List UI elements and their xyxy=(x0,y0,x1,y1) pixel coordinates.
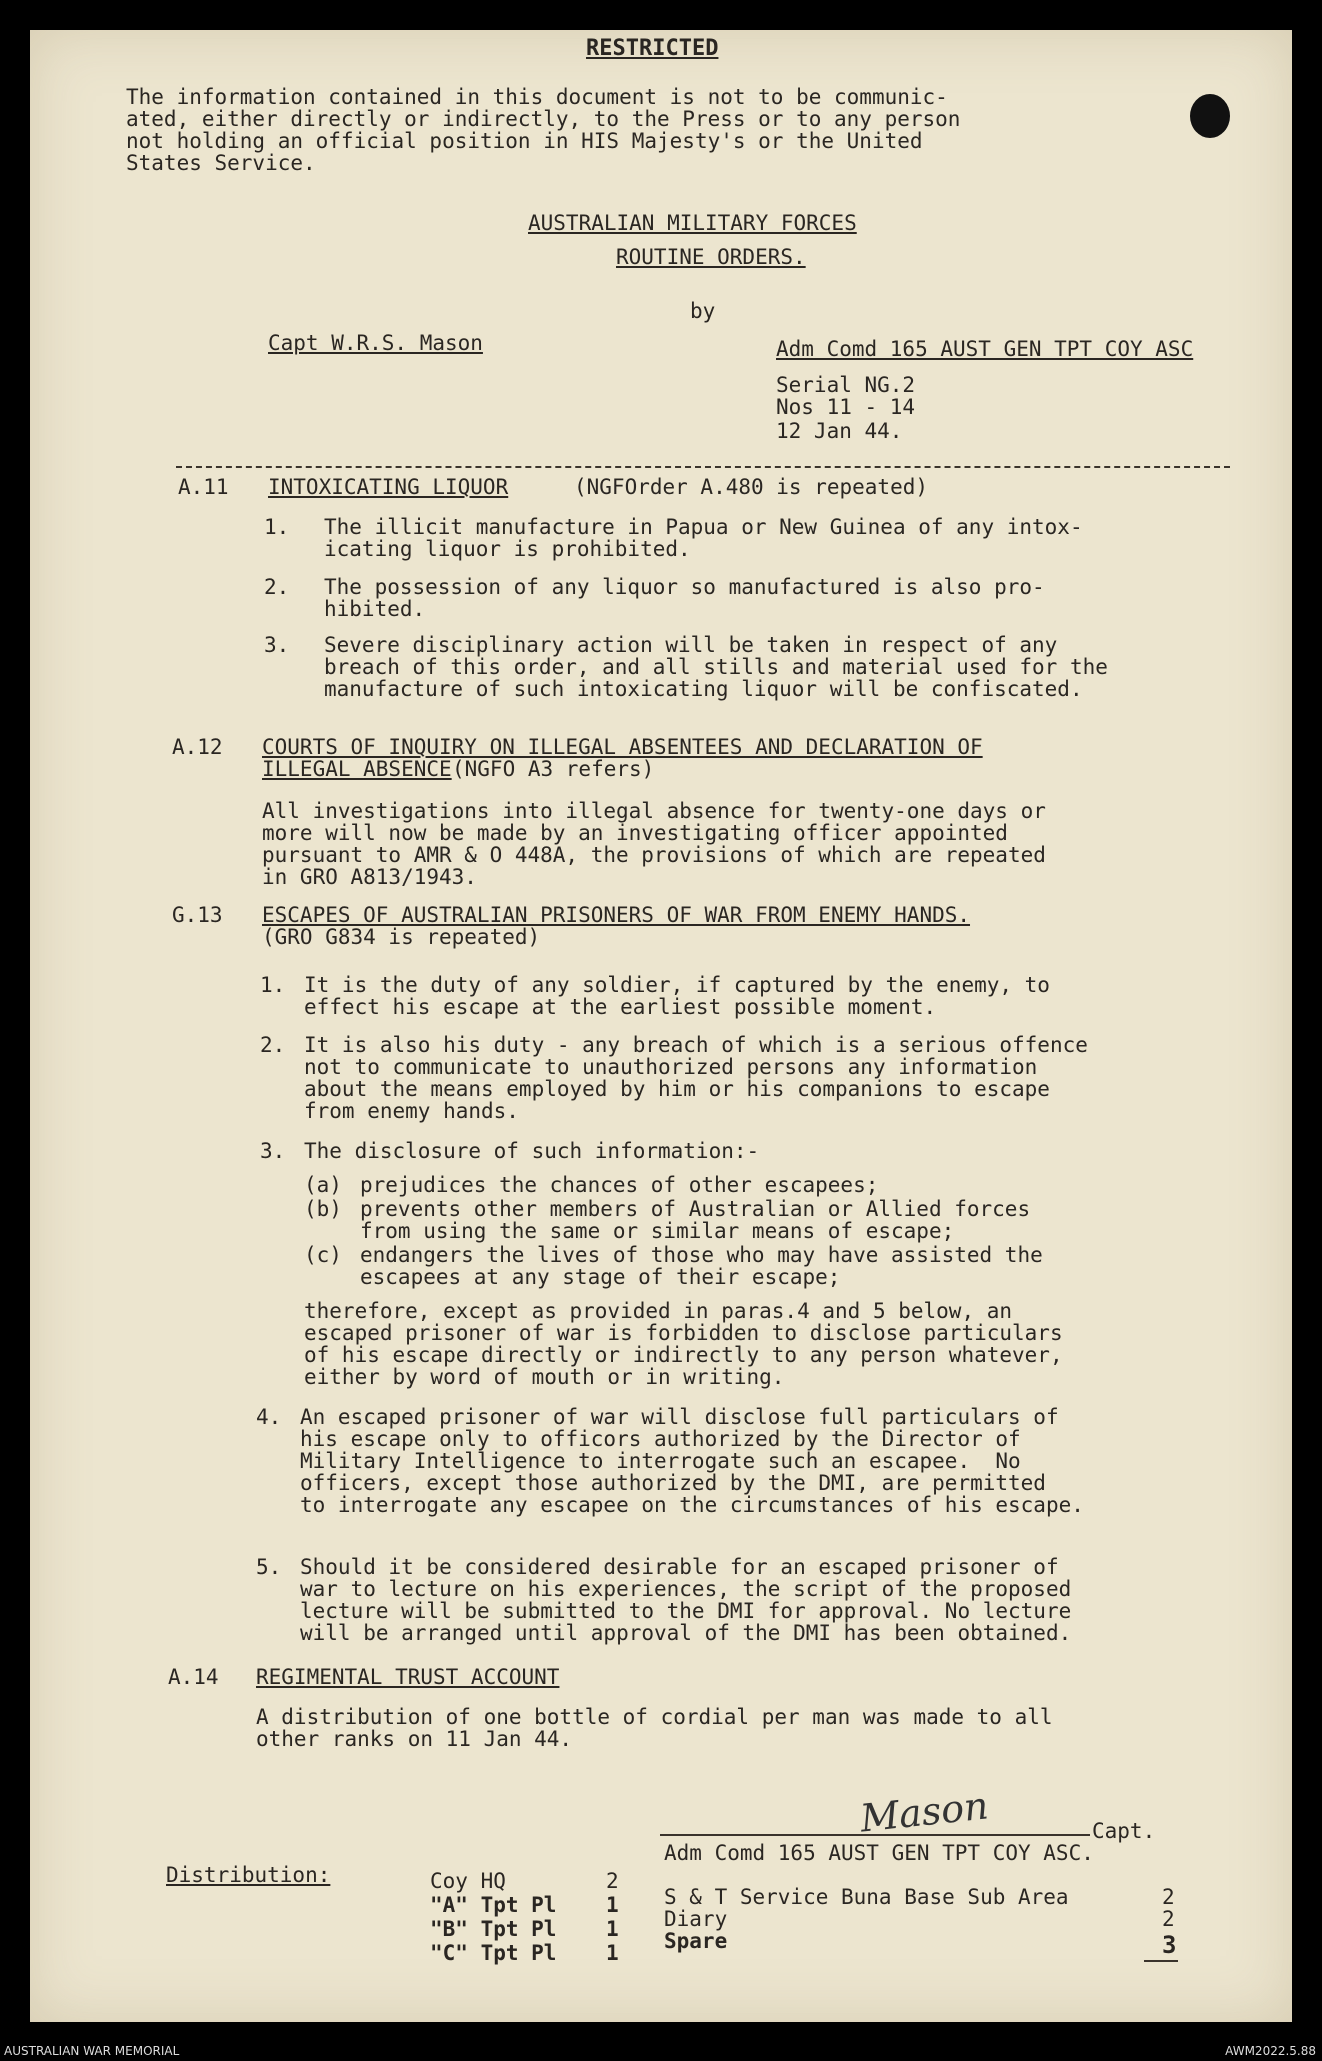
distribution-count: 1 xyxy=(606,1941,619,1965)
item-number: 2. xyxy=(264,575,290,599)
classification-heading: RESTRICTED xyxy=(586,36,719,61)
subitem-text: endangers the lives of those who may have assisted the escapees at any stage of their escape; xyxy=(360,1243,1043,1289)
author-name: Capt W.R.S. Mason xyxy=(268,331,483,355)
organisation-title: AUSTRALIAN MILITARY FORCES xyxy=(528,211,857,235)
order-ref-a12: (NGFO A3 refers) xyxy=(452,757,655,781)
distribution-count: 1 xyxy=(606,1917,619,1941)
distribution-recipient: Spare xyxy=(664,1929,728,1953)
distribution-recipient: "C" Tpt Pl xyxy=(430,1941,557,1965)
order-item-text: An escaped prisoner of war will disclose full particulars of his escape only to officors authorized by the Director of Military Intelligence to interrogate such an escapee. No officers, except those authorized by the DMI, are permitted to interrogate any escapee on the circumstances of his escape. xyxy=(300,1405,1084,1517)
order-therefore-text: therefore, except as provided in paras.4 and 5 below, an escaped prisoner of war is forbidden to disclose particulars of his escape directly or indirectly to any person whatever, either by word of mouth or in writing. xyxy=(304,1299,1063,1389)
distribution-recipient: S & T Service Buna Base Sub Area xyxy=(664,1885,1069,1909)
order-date: 12 Jan 44. xyxy=(776,419,903,443)
order-item-text: The possession of any liquor so manufactured is also pro- hibited. xyxy=(324,575,1045,621)
order-title-g13: ESCAPES OF AUSTRALIAN PRISONERS OF WAR FROM ENEMY HANDS. xyxy=(262,903,971,927)
subitem-text: prevents other members of Australian or Allied forces from using the same or similar means of escape; xyxy=(360,1197,1031,1243)
order-item-text: The illicit manufacture in Papua or New Guinea of any intox- icating liquor is prohibited. xyxy=(324,515,1083,561)
header-divider xyxy=(176,466,1230,468)
distribution-count: 2 xyxy=(1162,1885,1175,1909)
notice-line-4: States Service. xyxy=(126,151,316,175)
archive-reference: AWM2022.5.88 xyxy=(1225,2044,1316,2058)
subitem-label: (c) xyxy=(304,1243,342,1267)
notice-line-2: ated, either directly or indirectly, to the Press or to any person xyxy=(126,107,961,131)
distribution-recipient: Coy HQ xyxy=(430,1869,506,1893)
distribution-recipient: "A" Tpt Pl xyxy=(430,1893,557,1917)
order-title-a11: INTOXICATING LIQUOR xyxy=(268,475,509,499)
item-number: 3. xyxy=(264,633,290,657)
signature-rank: Capt. xyxy=(1092,1819,1156,1843)
order-body-a14: A distribution of one bottle of cordial per man was made to all other ranks on 11 Jan 44. xyxy=(256,1705,1053,1751)
order-item-text: It is the duty of any soldier, if captured by the enemy, to effect his escape at the earliest possible moment. xyxy=(304,973,1050,1019)
subitem-label: (b) xyxy=(304,1197,342,1221)
subitem-label: (a) xyxy=(304,1173,342,1197)
distribution-count: 2 xyxy=(1162,1907,1175,1931)
order-title-a14: REGIMENTAL TRUST ACCOUNT xyxy=(256,1665,560,1689)
order-title-a12-line2: ILLEGAL ABSENCE xyxy=(262,757,452,781)
item-number: 3. xyxy=(260,1139,286,1163)
distribution-count: 2 xyxy=(606,1869,619,1893)
unit-name: Adm Comd 165 AUST GEN TPT COY ASC xyxy=(776,337,1194,361)
by-word: by xyxy=(690,299,716,323)
archive-credit: AUSTRALIAN WAR MEMORIAL xyxy=(4,2044,180,2058)
order-item-text: The disclosure of such information:- xyxy=(304,1139,760,1163)
serial-number: Serial NG.2 xyxy=(776,373,916,397)
distribution-label: Distribution: xyxy=(166,1863,331,1887)
item-number: 1. xyxy=(264,515,290,539)
subitem-text: prejudices the chances of other escapees; xyxy=(360,1173,879,1197)
order-item-text: It is also his duty - any breach of which is a serious offence not to communicate to unauthorized persons any information about the means employed by him or his companions to escape from enemy hands. xyxy=(304,1033,1088,1123)
distribution-count: 1 xyxy=(606,1893,619,1917)
order-title-a12-line1: COURTS OF INQUIRY ON ILLEGAL ABSENTEES AND DECLARATION OF xyxy=(262,735,983,759)
order-item-text: Severe disciplinary action will be taken in respect of any breach of this order, and all stills and material used for the manufacture of such intoxicating liquor will be confiscated. xyxy=(324,633,1108,701)
handwritten-signature: Mason xyxy=(858,1783,991,1841)
item-number: 2. xyxy=(260,1033,286,1057)
document-page xyxy=(30,30,1292,2022)
item-number: 4. xyxy=(256,1405,282,1429)
item-number: 1. xyxy=(260,973,286,997)
order-numbers: Nos 11 - 14 xyxy=(776,395,916,419)
distribution-recipient: "B" Tpt Pl xyxy=(430,1917,557,1941)
distribution-recipient: Diary xyxy=(664,1907,728,1931)
signature-line xyxy=(660,1834,1090,1836)
order-item-text: Should it be considered desirable for an escaped prisoner of war to lecture on his experiences, the script of the proposed lecture will be submitted to the DMI for approval. No lecture will be arranged until approval of the DMI has been obtained. xyxy=(300,1555,1072,1645)
order-ref-g13: (GRO G834 is repeated) xyxy=(262,925,541,949)
notice-line-3: not holding an official position in HIS Majesty's or the United xyxy=(126,129,923,153)
order-body-a12: All investigations into illegal absence for twenty-one days or more will now be made by an investigating officer appointed pursuant to AMR & O 448A, the provisions of which are repeated in GRO A813/1943. xyxy=(262,799,1046,889)
notice-line-1: The information contained in this document is not to be communic- xyxy=(126,85,948,109)
order-ref-a11: (NGFOrder A.480 is repeated) xyxy=(574,475,929,499)
order-number-a14: A.14 xyxy=(168,1665,219,1689)
order-number-a12: A.12 xyxy=(172,735,223,759)
document-type-title: ROUTINE ORDERS. xyxy=(616,245,806,269)
order-number-g13: G.13 xyxy=(172,903,223,927)
order-number-a11: A.11 xyxy=(178,475,229,499)
distribution-count: 3 xyxy=(1162,1931,1177,1959)
total-underline xyxy=(1144,1960,1178,1962)
signature-unit: Adm Comd 165 AUST GEN TPT COY ASC. xyxy=(664,1841,1094,1865)
item-number: 5. xyxy=(256,1555,282,1579)
ink-blot xyxy=(1190,94,1230,138)
